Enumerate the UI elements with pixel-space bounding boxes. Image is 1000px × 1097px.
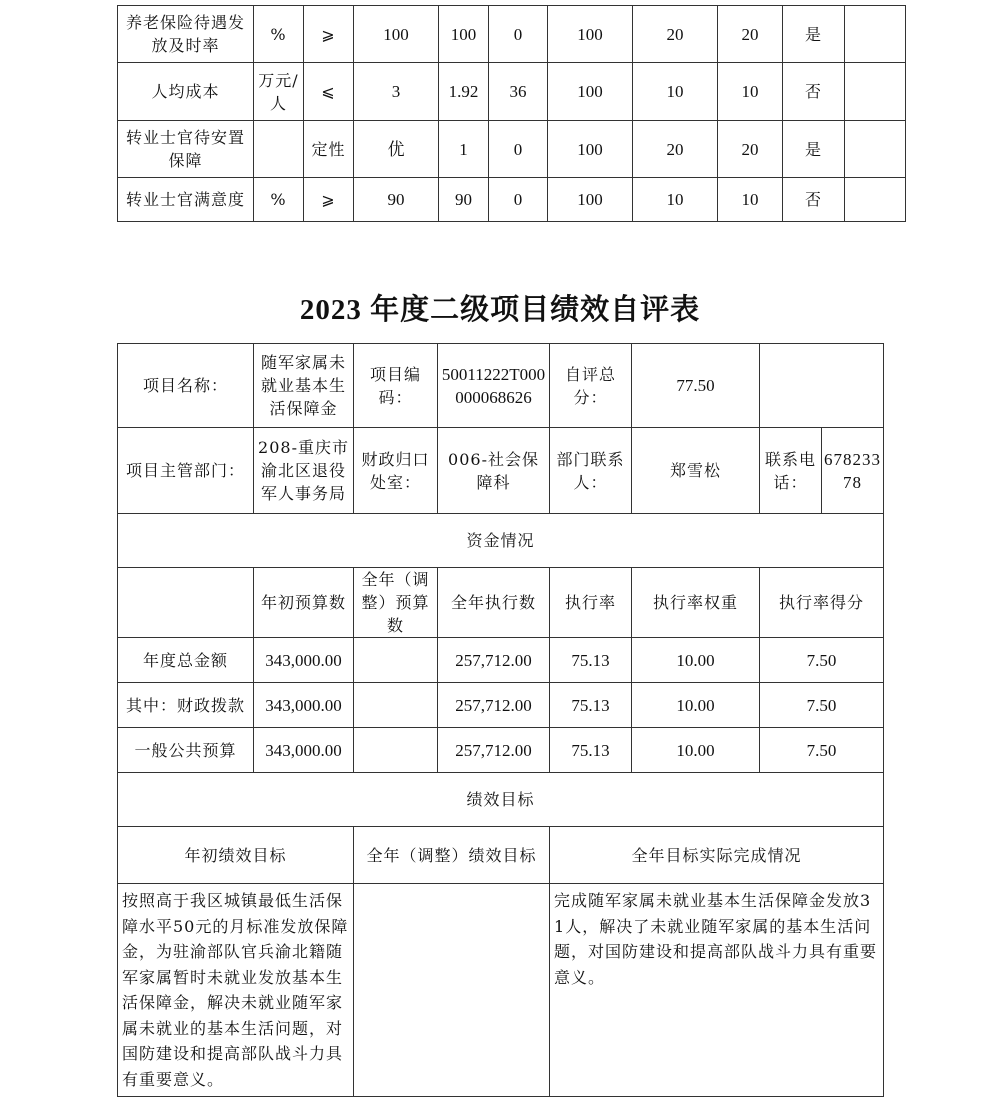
- funds-score: 7.50: [760, 728, 884, 773]
- indicator-row: [118, 178, 906, 222]
- indicator-unit: %: [254, 178, 304, 222]
- funds-section-title: 资金情况: [118, 514, 884, 568]
- funds-adjusted: [354, 728, 438, 773]
- project-info-row: [118, 344, 884, 428]
- goals-adjusted-text: [354, 884, 550, 1097]
- funds-budget: 343,000.00: [254, 728, 354, 773]
- funds-executed: 257,712.00: [438, 683, 550, 728]
- finance-value: 006-社会保障科: [438, 428, 550, 514]
- self-score-blank: [760, 344, 884, 428]
- phone-label: 联系电话：: [760, 428, 822, 513]
- indicator-operator: ⩾: [304, 6, 354, 63]
- phone-cell: [760, 428, 884, 514]
- indicator-operator: ⩽: [304, 63, 354, 121]
- funds-header-adjusted: 全年（调整）预算数: [354, 568, 438, 638]
- funds-row-label: 一般公共预算: [118, 728, 254, 773]
- funds-header-weight: 执行率权重: [632, 568, 760, 638]
- funds-row-label: 其中：财政拨款: [118, 683, 254, 728]
- indicator-completion: 100: [548, 6, 633, 63]
- indicator-core-flag: 否: [783, 63, 845, 121]
- indicator-target: 优: [354, 121, 439, 178]
- indicator-weight: 10: [633, 63, 718, 121]
- indicator-score: 10: [718, 178, 783, 222]
- funds-weight: 10.00: [632, 728, 760, 773]
- goals-header-row: [118, 827, 884, 884]
- indicator-row: [118, 63, 906, 121]
- indicator-remark: [845, 6, 906, 63]
- funds-header-row: [118, 568, 884, 638]
- funds-executed: 257,712.00: [438, 728, 550, 773]
- indicator-weight: 20: [633, 121, 718, 178]
- funds-rate: 75.13: [550, 728, 632, 773]
- funds-adjusted: [354, 638, 438, 683]
- indicator-operator: ⩾: [304, 178, 354, 222]
- indicator-name: 转业士官满意度: [118, 178, 254, 222]
- funds-row: [118, 728, 884, 773]
- project-name-label: 项目名称：: [118, 344, 254, 428]
- goals-section-title: 绩效目标: [118, 773, 884, 827]
- self-score-label: 自评总分：: [550, 344, 632, 428]
- indicator-row: [118, 6, 906, 63]
- funds-header-executed: 全年执行数: [438, 568, 550, 638]
- indicator-score: 10: [718, 63, 783, 121]
- funds-rate: 75.13: [550, 683, 632, 728]
- indicator-target: 3: [354, 63, 439, 121]
- indicator-actual: 1.92: [439, 63, 489, 121]
- indicator-target: 100: [354, 6, 439, 63]
- funds-executed: 257,712.00: [438, 638, 550, 683]
- indicator-core-flag: 否: [783, 178, 845, 222]
- funds-weight: 10.00: [632, 683, 760, 728]
- indicator-core-flag: 是: [783, 6, 845, 63]
- goals-actual-text: 完成随军家属未就业基本生活保障金发放31人，解决了未就业随军家属的基本生活问题，对国防建设和提高部队战斗力具有重要意义。: [550, 884, 884, 1097]
- funds-budget: 343,000.00: [254, 683, 354, 728]
- self-score-value: 77.50: [632, 344, 760, 428]
- indicator-completion: 100: [548, 63, 633, 121]
- indicator-remark: [845, 121, 906, 178]
- funds-score: 7.50: [760, 683, 884, 728]
- project-code-value: 50011222T000000068626: [438, 344, 550, 428]
- indicator-weight: 10: [633, 178, 718, 222]
- indicator-name: 人均成本: [118, 63, 254, 121]
- funds-row: [118, 638, 884, 683]
- funds-score: 7.50: [760, 638, 884, 683]
- dept-label: 项目主管部门：: [118, 428, 254, 514]
- contact-label: 部门联系人：: [550, 428, 632, 514]
- funds-adjusted: [354, 683, 438, 728]
- funds-header-score: 执行率得分: [760, 568, 884, 638]
- project-code-label: 项目编码：: [354, 344, 438, 428]
- project-dept-row: [118, 428, 884, 514]
- dept-value: 208-重庆市渝北区退役军人事务局: [254, 428, 354, 514]
- contact-value: 郑雪松: [632, 428, 760, 514]
- indicator-remark: [845, 178, 906, 222]
- indicator-deviation: 0: [489, 6, 548, 63]
- funds-header-rate: 执行率: [550, 568, 632, 638]
- funds-header-blank: [118, 568, 254, 638]
- page-title: 2023 年度二级项目绩效自评表: [299, 294, 701, 326]
- indicator-actual: 1: [439, 121, 489, 178]
- indicator-name: 养老保险待遇发放及时率: [118, 6, 254, 63]
- funds-row-label: 年度总金额: [118, 638, 254, 683]
- indicator-unit: %: [254, 6, 304, 63]
- indicator-actual: 100: [439, 6, 489, 63]
- funds-header-budget: 年初预算数: [254, 568, 354, 638]
- funds-row: [118, 683, 884, 728]
- indicator-table: [117, 5, 906, 222]
- phone-value: 67823378: [824, 449, 882, 492]
- indicator-row: [118, 121, 906, 178]
- indicator-deviation: 0: [489, 121, 548, 178]
- goals-header-adjusted: 全年（调整）绩效目标: [354, 827, 550, 884]
- indicator-operator: 定性: [304, 121, 354, 178]
- goals-initial-text: 按照高于我区城镇最低生活保障水平50元的月标准发放保障金，为驻渝部队官兵渝北籍随军家属暂时未就业发放基本生活保障金，解决未就业随军家属未就业的基本生活问题，对国防建设和提高部队战斗力具有重要意义。: [118, 884, 354, 1097]
- indicator-completion: 100: [548, 121, 633, 178]
- indicator-actual: 90: [439, 178, 489, 222]
- indicator-core-flag: 是: [783, 121, 845, 178]
- indicator-completion: 100: [548, 178, 633, 222]
- funds-rate: 75.13: [550, 638, 632, 683]
- indicator-deviation: 36: [489, 63, 548, 121]
- indicator-target: 90: [354, 178, 439, 222]
- indicator-weight: 20: [633, 6, 718, 63]
- indicator-name: 转业士官待安置保障: [118, 121, 254, 178]
- indicator-score: 20: [718, 6, 783, 63]
- indicator-deviation: 0: [489, 178, 548, 222]
- indicator-unit: [254, 121, 304, 178]
- goals-body-row: [118, 884, 884, 1097]
- indicator-score: 20: [718, 121, 783, 178]
- indicator-unit: 万元/人: [254, 63, 304, 121]
- funds-budget: 343,000.00: [254, 638, 354, 683]
- project-name-value: 随军家属未就业基本生活保障金: [254, 344, 354, 428]
- goals-header-initial: 年初绩效目标: [118, 827, 354, 884]
- indicator-remark: [845, 63, 906, 121]
- finance-label: 财政归口处室：: [354, 428, 438, 514]
- performance-table: [117, 343, 884, 1097]
- funds-weight: 10.00: [632, 638, 760, 683]
- goals-header-actual: 全年目标实际完成情况: [550, 827, 884, 884]
